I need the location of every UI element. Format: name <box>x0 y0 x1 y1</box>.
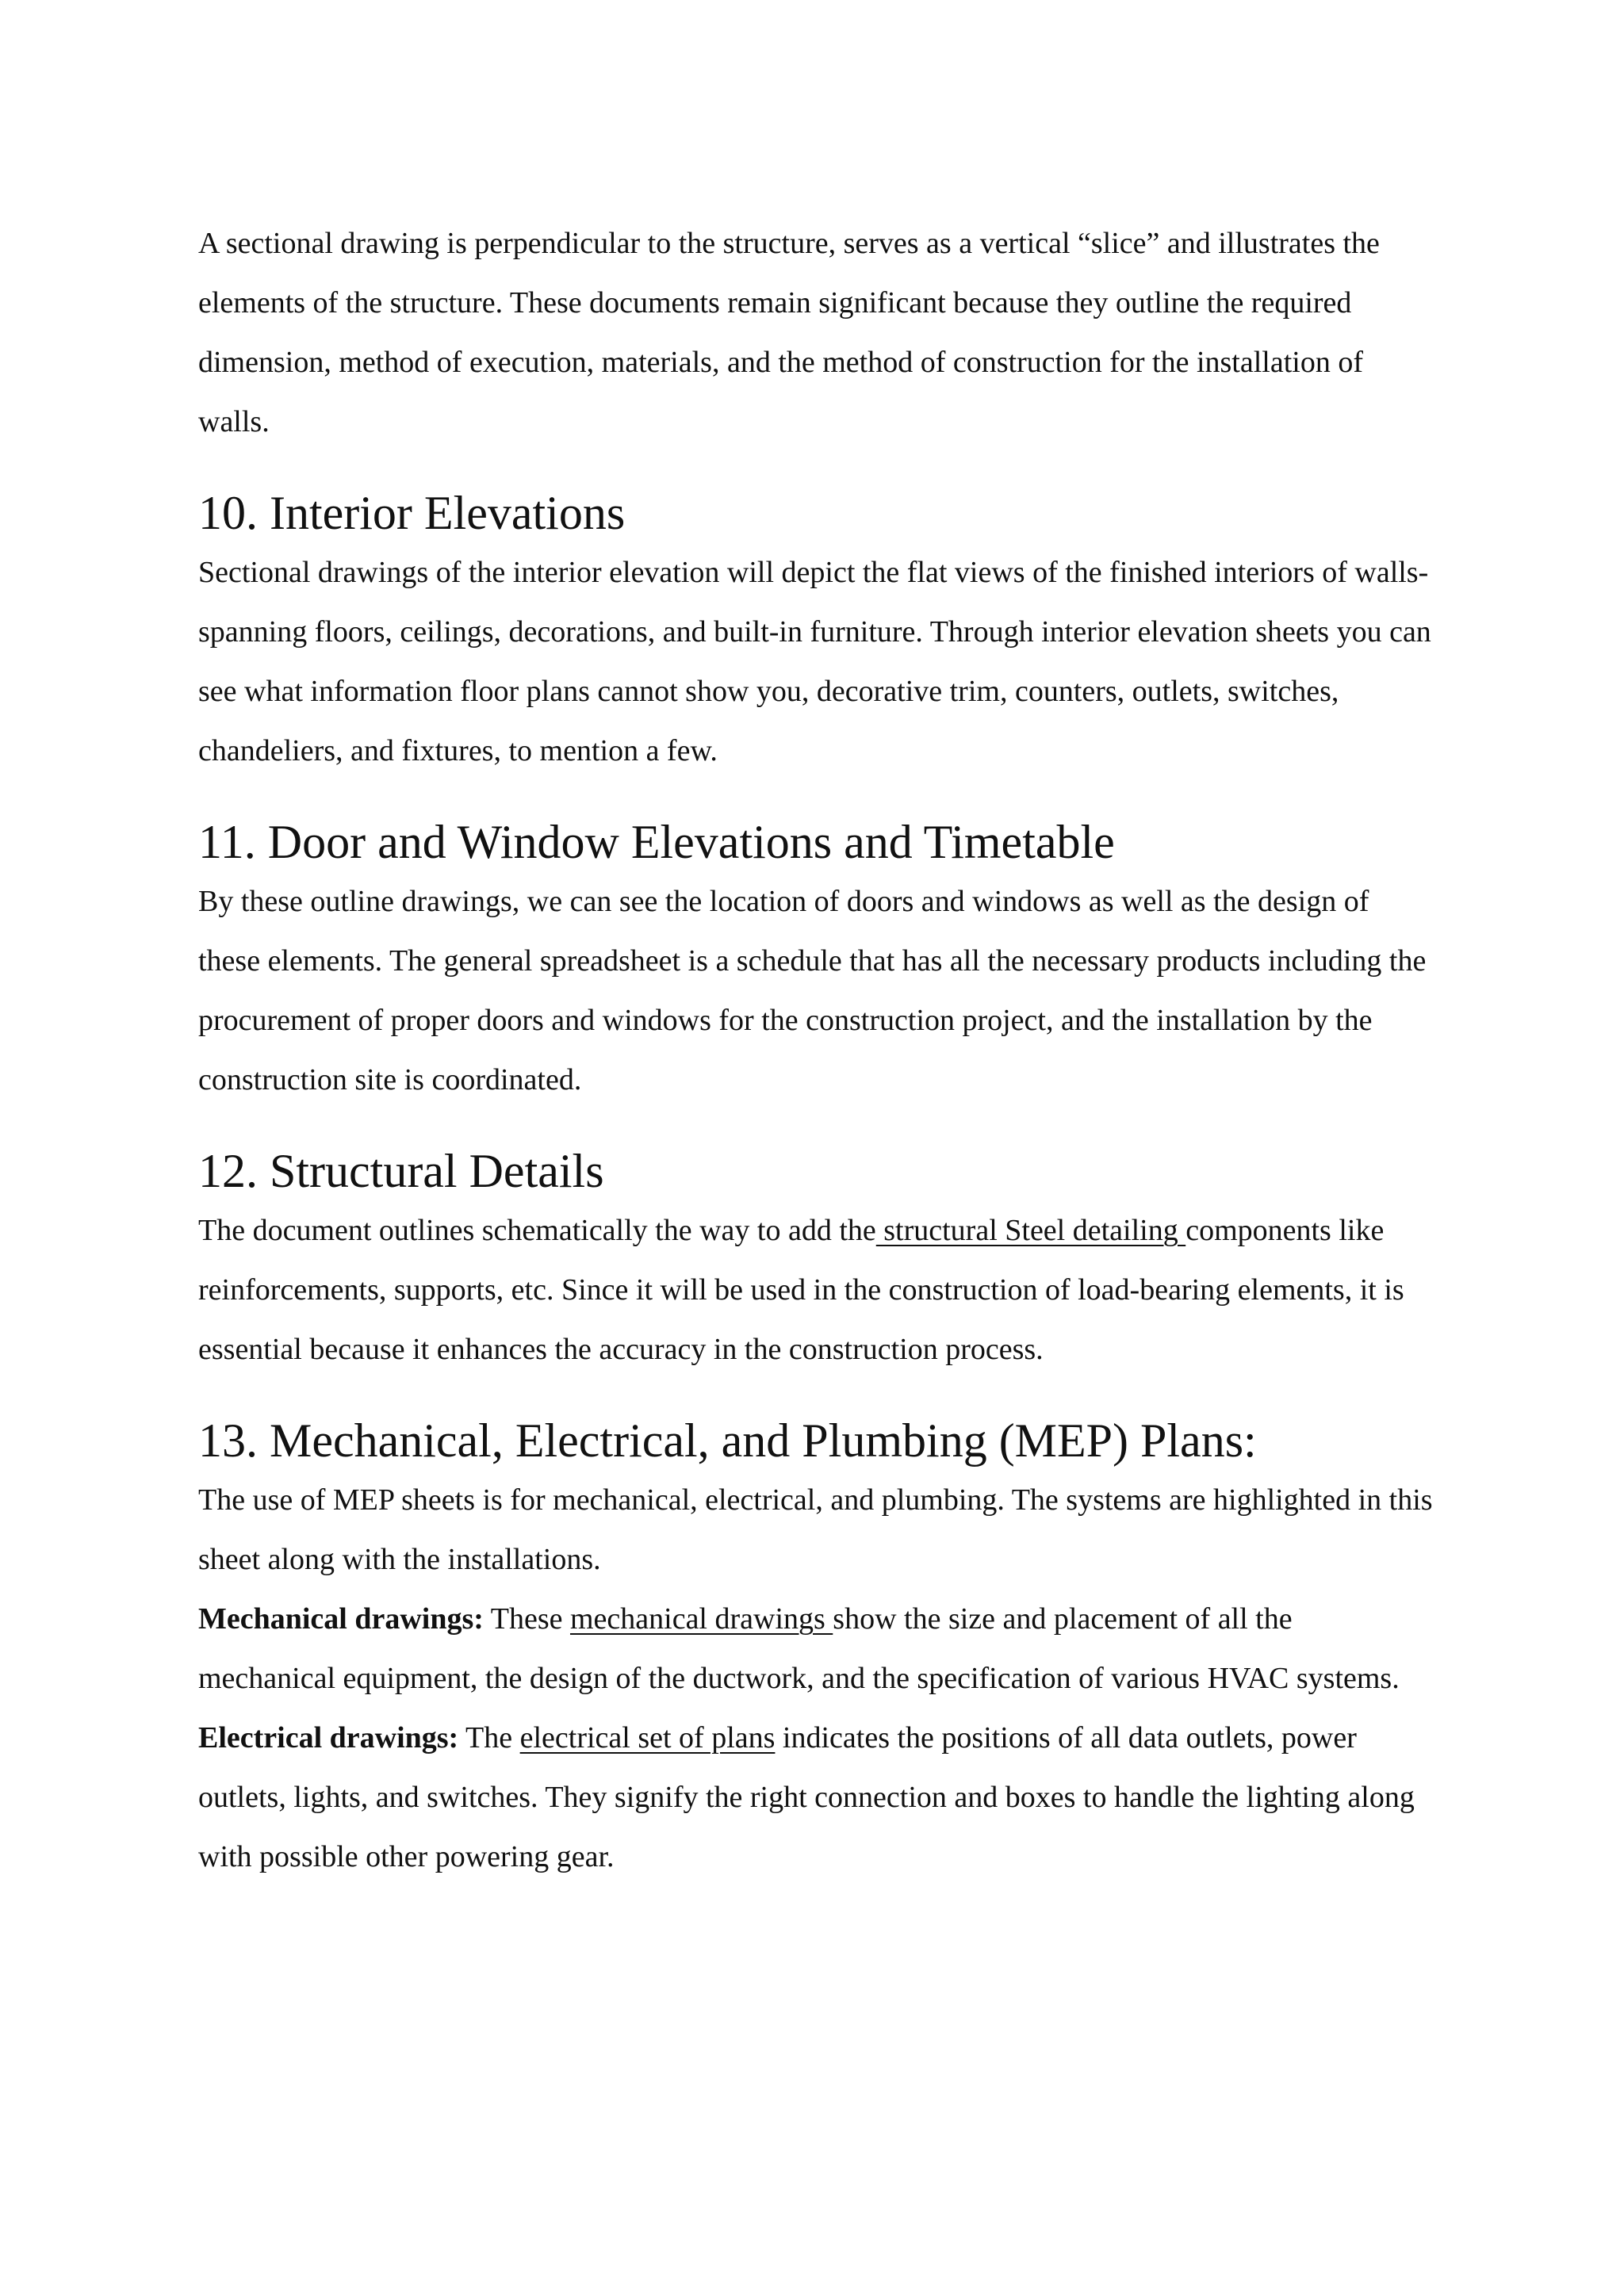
electrical-drawings-label: Electrical drawings: <box>198 1721 459 1755</box>
mechanical-drawings-link[interactable]: mechanical drawings <box>569 1602 833 1636</box>
heading-interior-elevations: 10. Interior Elevations <box>198 487 626 539</box>
structural-text-before: The document outlines schematically the way to add the <box>198 1214 876 1247</box>
document-page <box>198 214 1435 1887</box>
structural-text-after: components like reinforcements, supports, etc. Since it will be used in the construction of load-bearing elements, it is essential because it enhances the accuracy in the construction process. <box>198 1214 1404 1366</box>
electrical-text-after: indicates the positions of all data outlets, power outlets, lights, and switches. They signify the right connection and boxes to handle the lighting along with possible other powering gear. <box>198 1721 1415 1873</box>
mechanical-drawings-paragraph <box>198 1590 1435 1709</box>
door-window-paragraph: By these outline drawings, we can see the location of doors and windows as well as the design of these elements. The general spreadsheet is a schedule that has all the necessary products including the procurement of proper doors and windows for the construction project, and the installation by the construction site is coordinated. <box>198 885 1427 1096</box>
structural-details-paragraph <box>198 1201 1435 1380</box>
electrical-drawings-paragraph <box>198 1709 1435 1887</box>
intro-paragraph: A sectional drawing is perpendicular to the structure, serves as a vertical “slice” and illustrates the elements of the structure. These documents remain significant because they outline the required dimension, method of execution, materials, and the method of construction for the installation of walls. <box>198 227 1380 438</box>
mechanical-drawings-label: Mechanical drawings: <box>198 1602 484 1636</box>
mechanical-text-after: show the size and placement of all the mechanical equipment, the design of the ductwork, and the specification of various HVAC systems. <box>198 1602 1400 1695</box>
interior-elevations-paragraph: Sectional drawings of the interior elevation will depict the flat views of the finished interiors of walls- spanning floors, ceilings, decorations, and built-in furniture. Through interior elevation sheets you can see what information floor plans cannot show you, decorative trim, counters, outlets, switches, chandeliers, and fixtures, to mention a few. <box>198 556 1431 767</box>
structural-steel-detailing-link[interactable]: structural Steel detailing <box>875 1214 1186 1247</box>
heading-structural-details: 12. Structural Details <box>198 1145 604 1197</box>
electrical-set-of-plans-link[interactable]: electrical set of plans <box>519 1721 776 1755</box>
heading-mep-plans: 13. Mechanical, Electrical, and Plumbing (MEP) Plans: <box>198 1414 1257 1467</box>
mep-intro-paragraph: The use of MEP sheets is for mechanical, electrical, and plumbing. The systems are highlighted in this sheet along with the installations. <box>198 1483 1433 1576</box>
electrical-text-before: The <box>458 1721 520 1755</box>
heading-door-window-elevations: 11. Door and Window Elevations and Timetable <box>198 816 1115 868</box>
mechanical-text-before: These <box>483 1602 570 1636</box>
